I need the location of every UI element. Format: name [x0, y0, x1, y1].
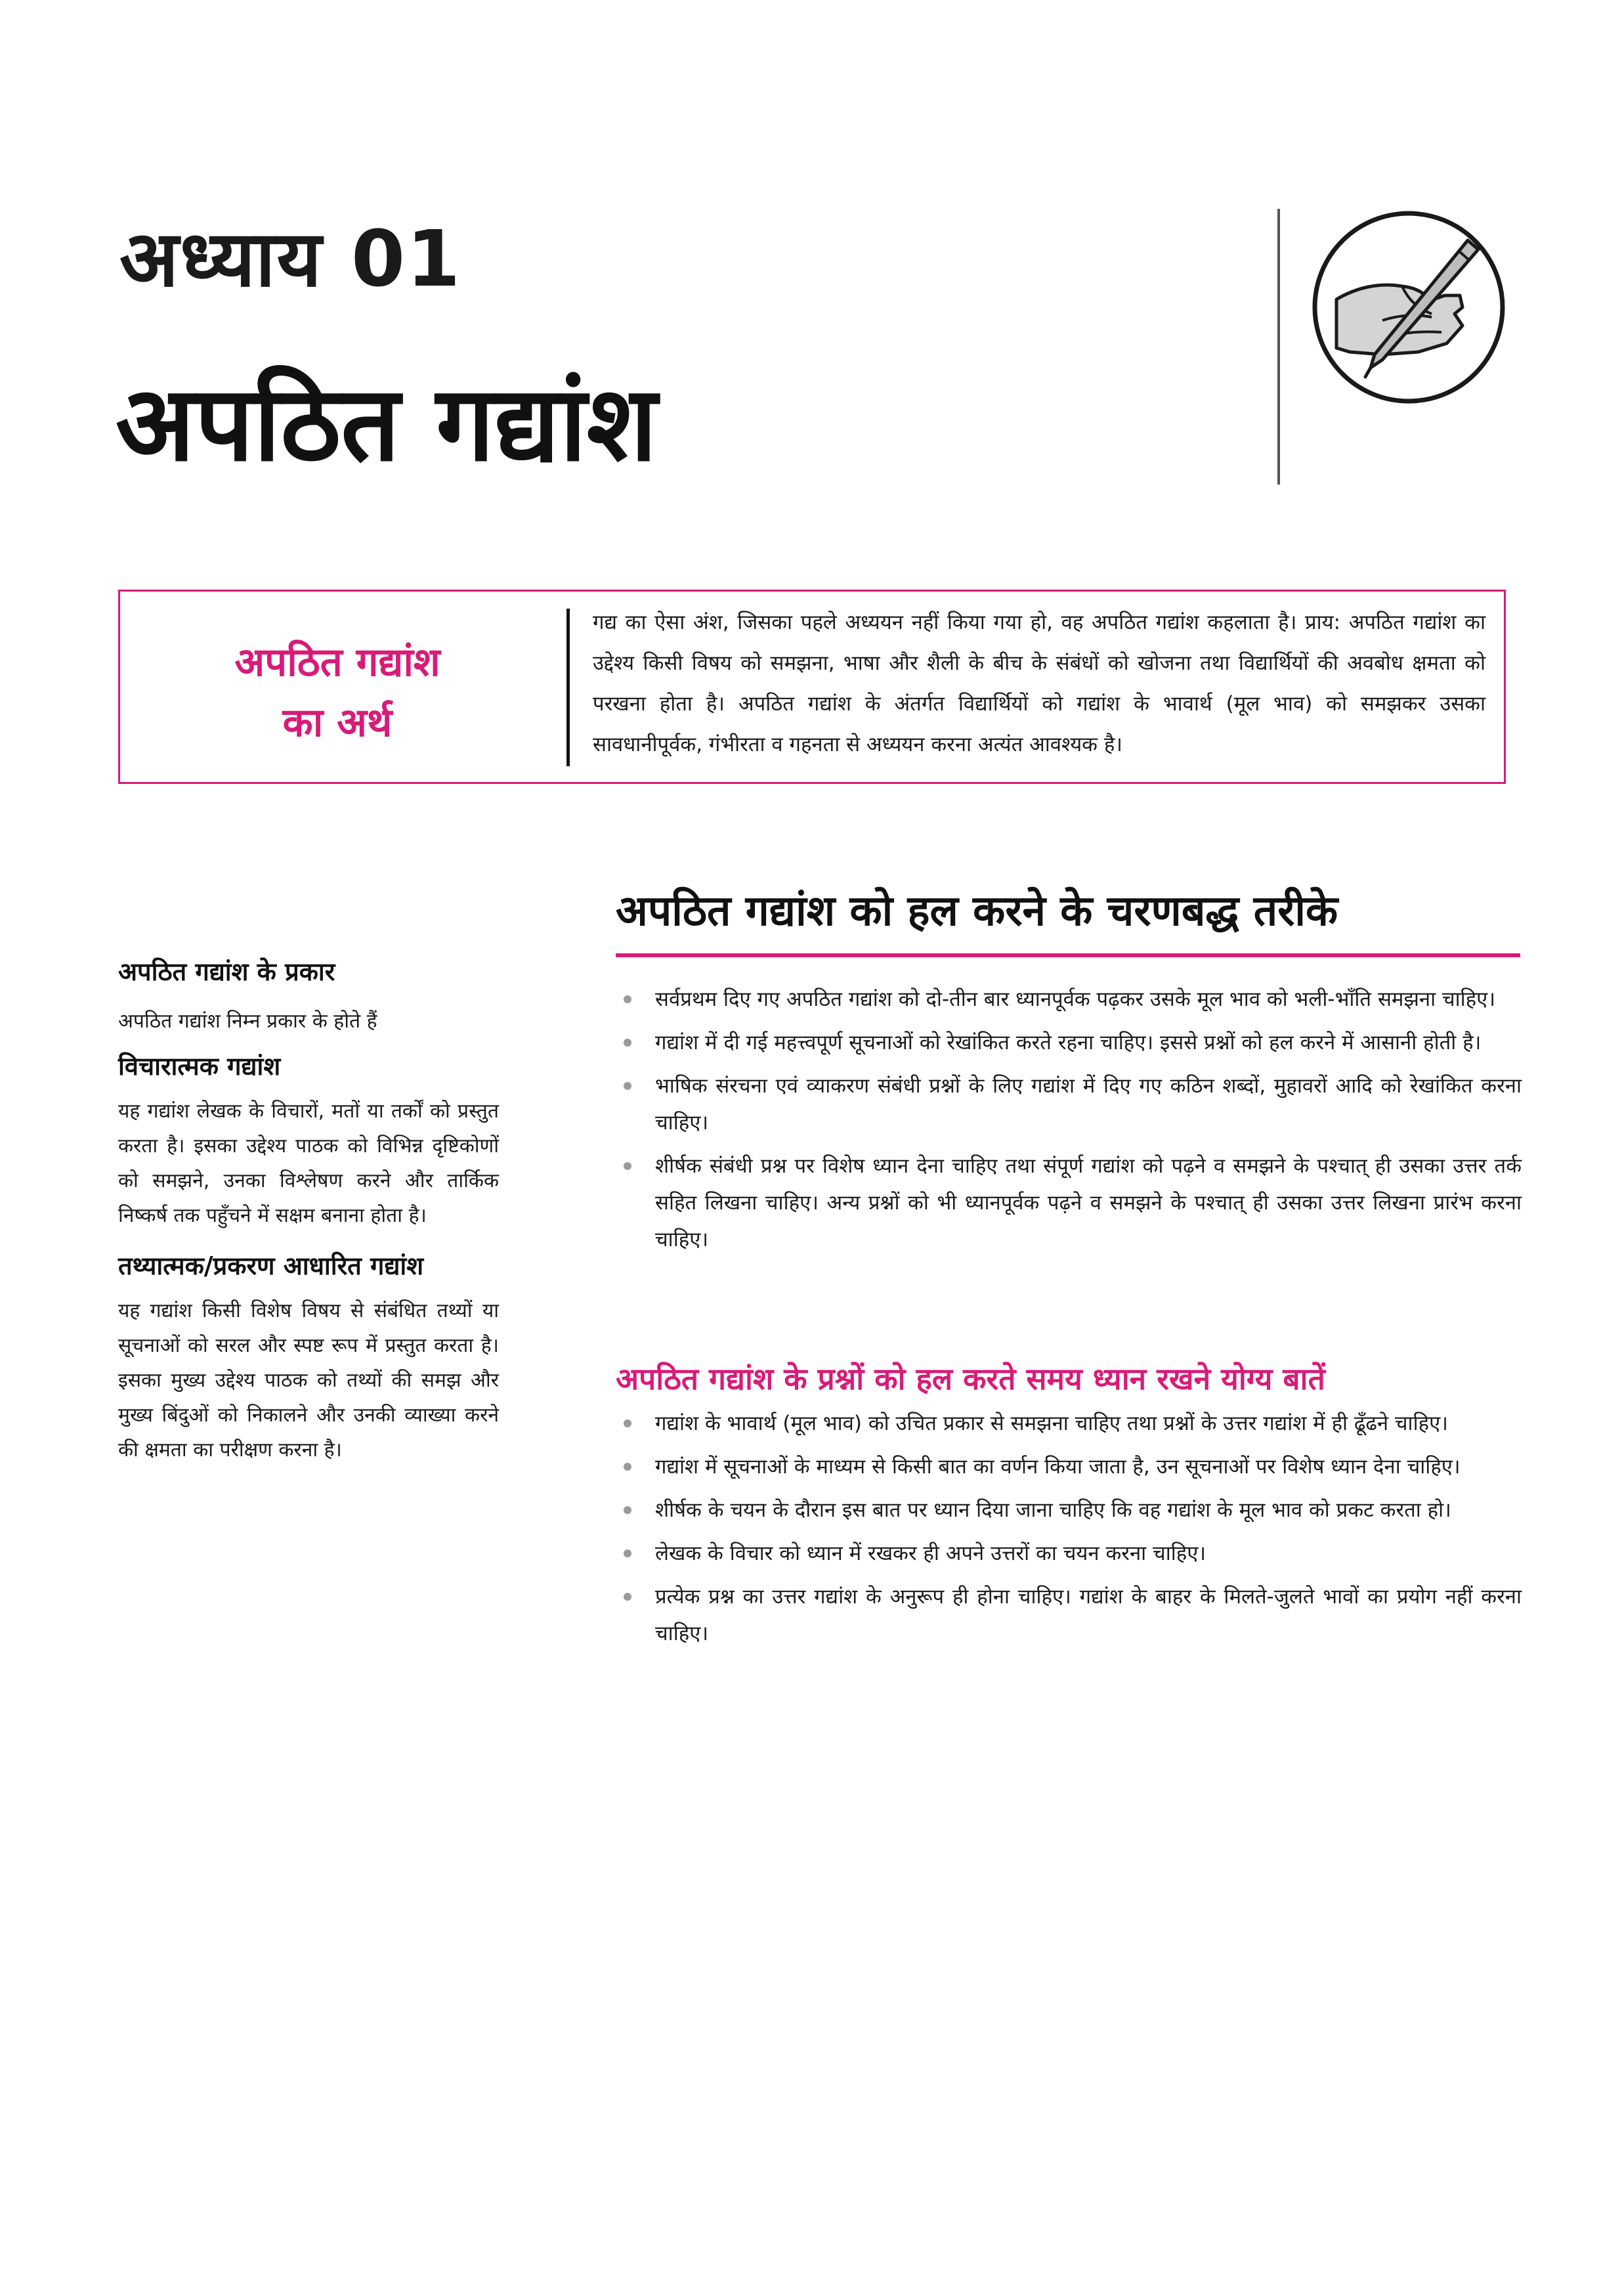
bullet-icon [624, 1593, 631, 1601]
type-text-2: यह गद्यांश किसी विशेष विषय से संबंधित तथ्यों या सूचनाओं को सरल और स्पष्ट रूप में प्रस्तुत करता है। इसका मुख्य उद्देश्य पाठक को तथ्यों की समझ और मुख्य बिंदुओं को निकालने और उनकी व्याख्या करने की क्षमता का परीक्षण करना है। [118, 1299, 499, 1462]
tips-heading: अपठित गद्यांश के प्रश्नों को हल करते समय ध्यान रखने योग्य बातें [616, 1361, 1325, 1397]
list-item: भाषिक संरचना एवं व्याकरण संबंधी प्रश्नों के लिए गद्यांश में दिए गए कठिन शब्दों, मुहावरों आदि को रेखांकित करना चाहिए। [616, 1068, 1522, 1141]
bullet-icon [624, 1039, 631, 1047]
types-intro: अपठित गद्यांश निम्न प्रकार के होते हैं [118, 1010, 377, 1033]
type-title-2: तथ्यात्मक/प्रकरण आधारित गद्यांश [118, 1251, 424, 1280]
list-item: गद्यांश के भावार्थ (मूल भाव) को उचित प्रकार से समझना चाहिए तथा प्रश्नों के उत्तर गद्यांश में ही ढूँढने चाहिए। [616, 1405, 1522, 1442]
types-heading: अपठित गद्यांश के प्रकार [118, 957, 335, 986]
bullet-icon [624, 1419, 631, 1427]
meaning-divider [566, 609, 570, 766]
steps-heading: अपठित गद्यांश को हल करने के चरणबद्ध तरीके [616, 887, 1338, 936]
steps-list [616, 981, 1522, 1265]
type-title-1: विचारात्मक गद्यांश [118, 1052, 281, 1081]
bullet-icon [624, 1463, 631, 1471]
meaning-heading [124, 632, 551, 753]
list-item: शीर्षक के चयन के दौरान इस बात पर ध्यान दिया जाना चाहिए कि वह गद्यांश के मूल भाव को प्रकट करता हो। [616, 1492, 1522, 1528]
bullet-icon [624, 1506, 631, 1514]
header-divider [1277, 209, 1280, 485]
list-item: सर्वप्रथम दिए गए अपठित गद्यांश को दो-तीन बार ध्यानपूर्वक पढ़कर उसके मूल भाव को भली-भाँति समझना चाहिए। [616, 981, 1522, 1018]
meaning-heading-line2: का अर्थ [282, 700, 393, 746]
bullet-icon [624, 995, 631, 1003]
list-item: शीर्षक संबंधी प्रश्न पर विशेष ध्यान देना चाहिए तथा संपूर्ण गद्यांश को पढ़ने व समझने के पश्चात् ही उसका उत्तर तर्क सहित लिखना चाहिए। अन्य प्रश्नों को भी ध्यानपूर्वक पढ़ने व समझने के पश्चात् ही उसका उत्तर लिखना प्रारंभ करना चाहिए। [616, 1148, 1522, 1258]
steps-heading-rule [616, 953, 1520, 957]
chapter-title: अपठित गद्यांश [116, 364, 658, 485]
list-item: प्रत्येक प्रश्न का उत्तर गद्यांश के अनुरूप ही होना चाहिए। गद्यांश के बाहर के मिलते-जुलते भावों का प्रयोग नहीं करना चाहिए। [616, 1578, 1522, 1652]
tips-list [616, 1405, 1522, 1658]
bullet-icon [624, 1082, 631, 1090]
list-item: लेखक के विचार को ध्यान में रखकर ही अपने उत्तरों का चयन करना चाहिए। [616, 1535, 1522, 1572]
meaning-heading-line1: अपठित गद्यांश [234, 639, 440, 685]
bullet-icon [624, 1549, 631, 1557]
meaning-text: गद्य का ऐसा अंश, जिसका पहले अध्ययन नहीं किया गया हो, वह अपठित गद्यांश कहलाता है। प्राय: अपठित गद्यांश का उद्देश्य किसी विषय को समझना, भाषा और शैली के बीच के संबंधों को खोजना तथा विद्यार्थियों की अवबोध क्षमता को परखना होता है। अपठित गद्यांश के अंतर्गत विद्यार्थियों को गद्यांश के भावार्थ (मूल भाव) को समझकर उसका सावधानीपूर्वक, गंभीरता व गहनता से अध्ययन करना अत्यंत आवश्यक है। [593, 611, 1485, 756]
chapter-label: अध्याय 01 [119, 213, 462, 304]
type-text-1: यह गद्यांश लेखक के विचारों, मतों या तर्कों को प्रस्तुत करता है। इसका उद्देश्य पाठक को विभिन्न दृष्टिकोणों को समझने, उनका विश्लेषण करने और तार्किक निष्कर्ष तक पहुँचने में सक्षम बनाना होता है। [118, 1100, 499, 1227]
types-column [118, 952, 499, 1479]
hand-writing-icon [1310, 209, 1507, 406]
bullet-icon [624, 1162, 631, 1170]
list-item: गद्यांश में दी गई महत्त्वपूर्ण सूचनाओं को रेखांकित करते रहना चाहिए। इससे प्रश्नों को हल करने में आसानी होती है। [616, 1024, 1522, 1061]
meaning-box [118, 590, 1506, 784]
list-item: गद्यांश में सूचनाओं के माध्यम से किसी बात का वर्णन किया जाता है, उन सूचनाओं पर विशेष ध्यान देना चाहिए। [616, 1448, 1522, 1485]
